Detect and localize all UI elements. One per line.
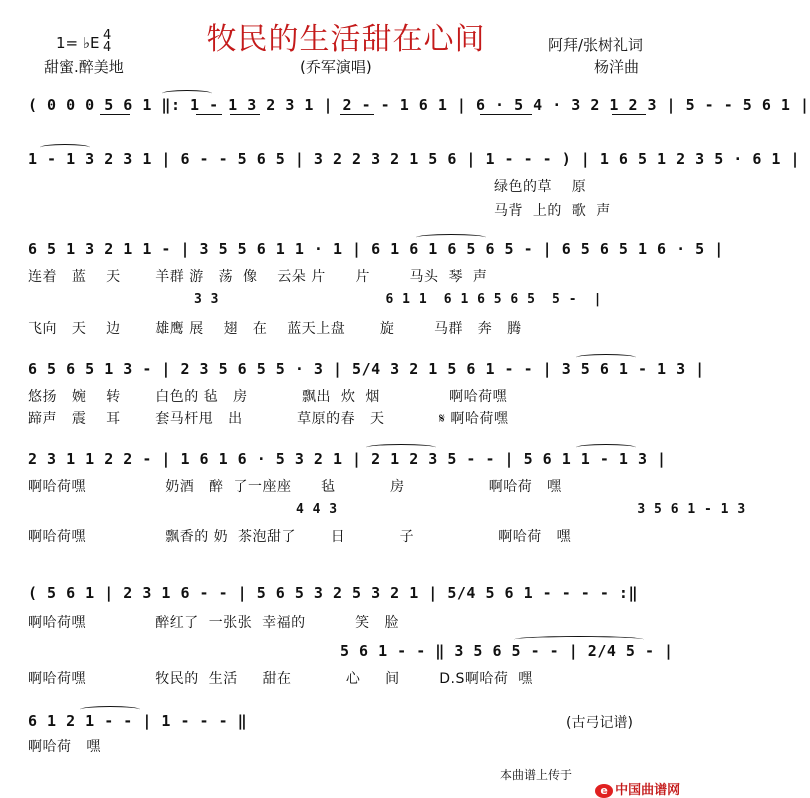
underline-mark [100,114,130,115]
footer-upload-text: 本曲谱上传于 [500,768,573,782]
alt-notes-row-3: 3 3 6 1 1 6 1 6 5 6 5 5 - | [194,292,603,307]
underline-mark [612,114,646,115]
lyrics-row-3a: 连着 蓝 天 羊群 游 荡 像 云朵 片 片 马头 琴 声 [28,269,488,285]
underline-mark [196,114,222,115]
score-row-7: 5 6 1 - - ‖ 3 5 6 5 - - | 2/4 5 - | [340,642,674,660]
score-row-3: 6 5 1 3 2 1 1 - | 3 5 5 6 1 1 · 1 | 6 1 6 1 6 5 6 5 - | 6 5 6 5 1 6 · 5 | [28,240,724,258]
underline-mark [230,114,260,115]
underline-mark [480,114,532,115]
lyrics-row-7: 啊哈荷嘿 牧民的 生活 甜在 心 间 D.S啊哈荷 嘿 [28,671,533,687]
slur-arc [576,444,636,451]
score-row-6: ( 5 6 1 | 2 3 1 6 - - | 5 6 5 3 2 5 3 2 1 | 5/4 5 6 1 - - - - :‖ [28,584,638,602]
score-row-4: 6 5 6 5 1 3 - | 2 3 5 6 5 5 · 3 | 5/4 3 2 1 5 6 1 - - | 3 5 6 1 - 1 3 | [28,360,705,378]
site-logo-text: 中国曲谱网 [615,783,681,798]
slur-arc [80,706,140,713]
lyrics-row-4a: 悠扬 婉 转 白色的 毡 房 飘出 炊 烟 啊哈荷嘿 [28,389,508,405]
lyrics-row-5b: 啊哈荷嘿 飘香的 奶 茶泡甜了 日 子 啊哈荷 嘿 [28,529,572,545]
lyrics-row-4b: 蹄声 震 耳 套马杆甩 出 草原的春 天 𝄋 啊哈荷嘿 [28,411,509,427]
score-row-2: 1 - 1 3 2 3 1 | 6 - - 5 6 5 | 3 2 2 3 2 1 5 6 | 1 - - - ) | 1 6 5 1 2 3 5 · 6 1 | [28,150,800,168]
lyrics-row-3b: 飞向 天 边 雄鹰 展 翅 在 蓝天上盘 旋 马群 奔 腾 [28,321,522,337]
time-signature-bottom: 4 [103,40,112,55]
lyrics-row-5a: 啊哈荷嘿 奶酒 醉 了一座座 毡 房 啊哈荷 嘿 [28,479,562,495]
slur-arc [416,234,486,241]
lyricist: 阿拜/张树礼词 [548,36,644,54]
alt-notes-row-5: 4 4 3 3 5 6 1 - 1 3 [296,502,746,517]
lyrics-row-2b: 马背 上的 歌 声 [494,203,611,219]
slur-arc [514,636,644,643]
slur-arc [576,354,636,361]
score-row-1: ( 0 0 0 5 6 1 ‖: 1 - 1 3 2 3 1 | 2 - - 1 6 1 | 6 · 5 4 · 3 2 1 2 3 | 5 - - 5 6 1 | [28,96,810,114]
slur-arc [40,144,90,151]
source-note: (古弓记谱) [566,715,633,731]
lyrics-row-2a: 绿色的草 原 [494,179,587,195]
site-logo [586,764,680,798]
site-logo-mark: e [595,784,613,798]
lyrics-row-8: 啊哈荷 嘿 [28,739,101,755]
performer: (乔军演唱) [300,58,372,76]
underline-mark [340,114,374,115]
title: 牧民的生活甜在心间 [206,22,486,57]
composer: 杨洋曲 [594,58,640,76]
slur-arc [366,444,436,451]
mood-marking: 甜蜜.醉美地 [44,58,124,76]
slur-arc [162,90,212,97]
time-signature-top: 4 [103,28,112,43]
key-signature: 1= ♭E [56,34,100,52]
lyrics-row-6: 啊哈荷嘿 醉红了 一张张 幸福的 笑 脸 [28,615,399,631]
score-row-8: 6 1 2 1 - - | 1 - - - ‖ [28,712,248,730]
score-row-5: 2 3 1 1 2 2 - | 1 6 1 6 · 5 3 2 1 | 2 1 2 3 5 - - | 5 6 1 1 - 1 3 | [28,450,667,468]
